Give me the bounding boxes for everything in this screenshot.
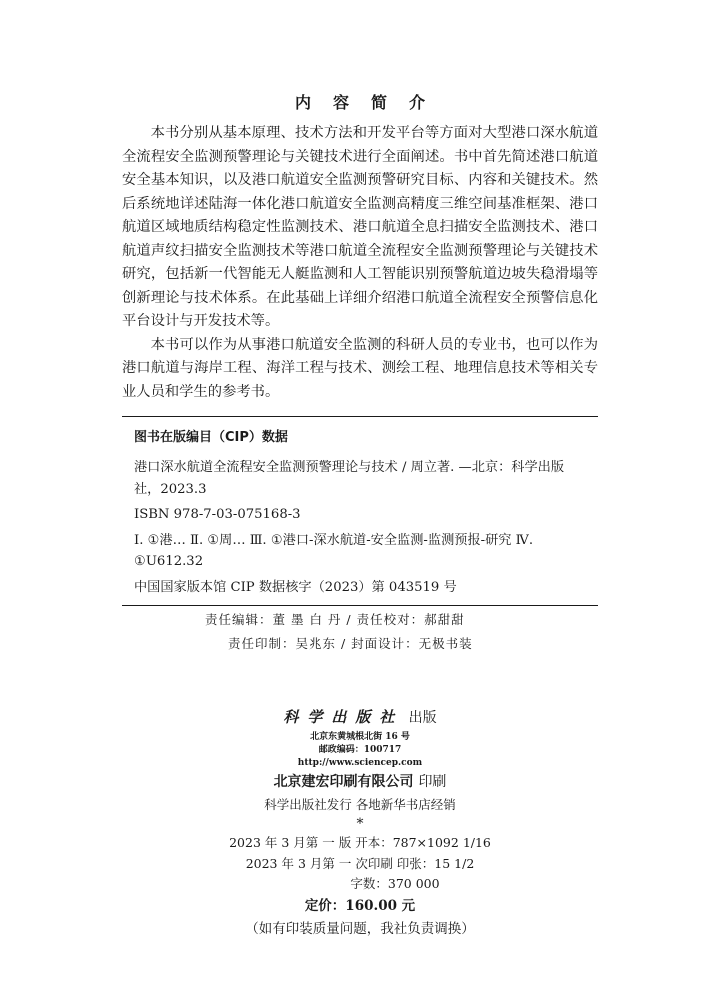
- cip-isbn: ISBN 978-7-03-075168-3: [134, 507, 301, 522]
- book-summary: [122, 122, 598, 404]
- word-count: 字数：370 000: [350, 876, 440, 891]
- printer-line: [0, 771, 720, 791]
- summary-paragraph-2: 本书可以作为从事港口航道安全监测的科研人员的专业书，也可以作为港口航道与海岸工程、海洋工程与技术、测绘工程、地理信息技术等相关专业人员和学生的参考书。: [122, 336, 598, 400]
- distribution-line: 科学出版社发行 各地新华书店经销: [264, 797, 456, 812]
- cip-heading: 图书在版编目（CIP）数据: [134, 430, 288, 445]
- cip-classification: Ⅰ. ①港… Ⅱ. ①周… Ⅲ. ①港口-深水航道-安全监测-监测预报-研究 Ⅳ. ①U612.32: [134, 532, 534, 569]
- price: 定价：160.00 元: [304, 897, 416, 914]
- editor-line-2: 责任印制：吴兆东 / 封面设计：无极书装: [228, 636, 473, 651]
- edition-line: 2023 年 3 月第 一 版 开本：787×1092 1/16: [229, 835, 491, 850]
- quality-notice: （如有印装质量问题，我社负责调换）: [245, 920, 475, 937]
- editorial-credits: [0, 608, 720, 656]
- publisher-url: http://www.sciencep.com: [297, 758, 423, 768]
- summary-paragraph-1: 本书分别从基本原理、技术方法和开发平台等方面对大型港口深水航道全流程安全监测预警理论与关键技术进行全面阐述。书中首先简述港口航道安全基本知识，以及港口航道安全监测预警研究目标、内容和关键技术。然后系统地详述陆海一体化港口航道安全监测高精度三维空间基准框架、港口航道区域地质结构稳定性监测技术、港口航道全息扫描安全监测技术、港口航道声纹扫描安全监测技术等港口航道全流程安全监测预警理论与关键技术研究，包括新一代智能无人艇监测和人工智能识别预警航道边坡失稳滑塌等创新理论与技术体系。在此基础上详细介绍港口航道全流程安全预警信息化平台设计与开发技术等。: [122, 125, 598, 329]
- page-title: 内容简介: [294, 93, 447, 112]
- printer-name: 北京建宏印刷有限公司: [273, 774, 414, 790]
- separator-star: *: [356, 816, 364, 832]
- publisher-postcode: 邮政编码：100717: [318, 745, 402, 755]
- editor-line-1: 责任编辑：董 墨 白 丹 / 责任校对：郝甜甜: [205, 612, 465, 627]
- publisher-suffix: 出版: [408, 710, 437, 726]
- printer-suffix: 印刷: [418, 774, 447, 790]
- imprint-block: [0, 706, 720, 940]
- publisher-line: [0, 706, 720, 727]
- publisher-name: 科学出版社: [283, 708, 404, 726]
- cip-number: 中国国家版本馆 CIP 数据核字（2023）第 043519 号: [134, 579, 457, 595]
- cip-block: [122, 416, 598, 606]
- print-specs: [0, 833, 720, 895]
- printing-line: 2023 年 3 月第 一 次印刷 印张：15 1/2: [245, 855, 475, 871]
- publisher-address: 北京东黄城根北街 16 号: [310, 732, 410, 742]
- cip-record: 港口深水航道全流程安全监测预警理论与技术 / 周立著. —北京：科学出版社，2023.3: [134, 460, 565, 497]
